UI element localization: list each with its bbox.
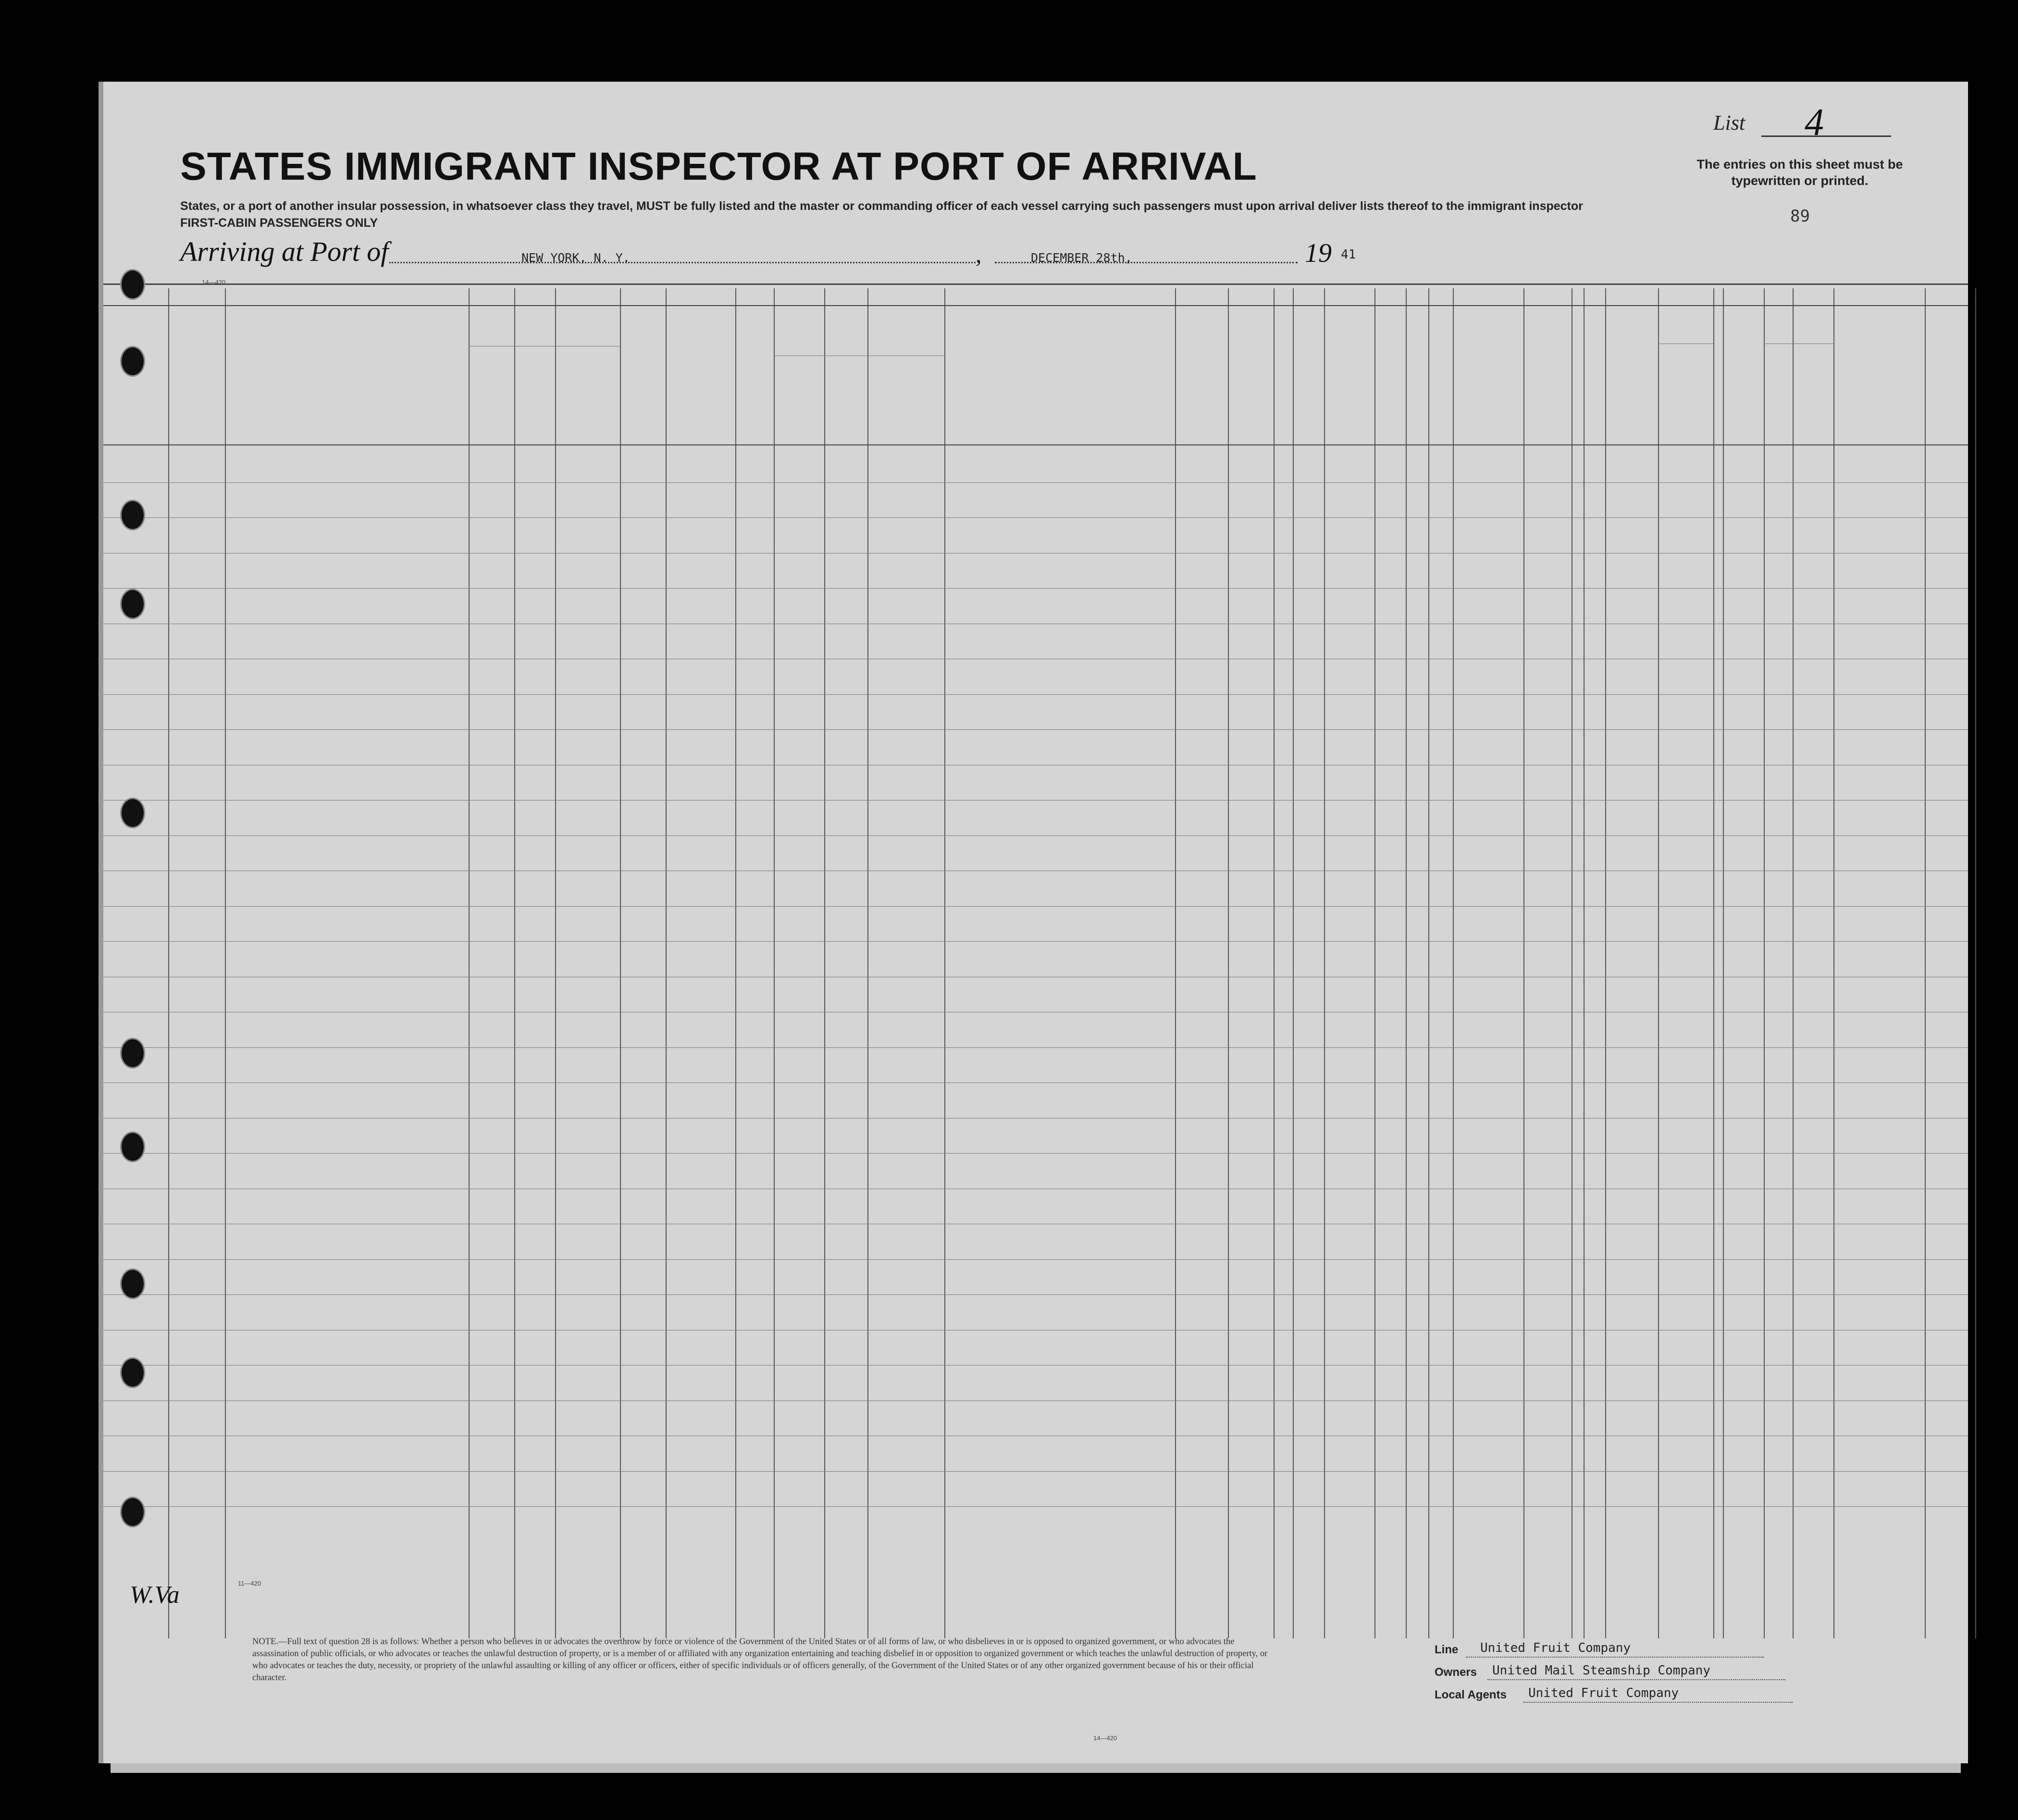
port-comma: , xyxy=(976,241,982,268)
question-28-note: NOTE.—Full text of question 28 is as follows: Whether a person who believes in or advocates the overthrow by force or violence of the Government of the United States or of all forms of law, or who disbelieves in or is opposed to organized government, or who advocates the assassination of public officials, or who advocates or teaches the unlawful destruction of property, or is a member of or affiliated with any organization entertaining and teaching disbelief in or opposition to organized government or which teaches the unlawful destruction of property, or who advocates or teaches the duty, necessity, or propriety of the unlawful assaulting or killing of any officer or officers, either of specific individuals or of officers generally, of the Government of the United States or of any other organized government because of his or their official character. xyxy=(252,1637,1268,1683)
punch-hole xyxy=(120,589,145,619)
punch-hole xyxy=(120,1038,145,1069)
purpose-sub1-header xyxy=(1180,310,1226,440)
header-rule xyxy=(103,283,1968,285)
manifest-sheet xyxy=(99,82,1968,1763)
line-label: Line xyxy=(1435,1643,1459,1656)
punch-hole xyxy=(120,1497,145,1527)
punch-hole xyxy=(120,1357,145,1388)
state-header xyxy=(517,404,550,413)
year-prefix: 19 xyxy=(1305,238,1332,268)
c29-header xyxy=(1408,310,1427,440)
list-number: 4 xyxy=(1805,101,1824,144)
table-row-line xyxy=(103,1047,1968,1048)
agents-underline xyxy=(1523,1702,1793,1703)
port-value: NEW YORK, N. Y. xyxy=(521,251,630,265)
punch-hole xyxy=(120,269,145,300)
table-row-line xyxy=(103,1506,1968,1507)
agents-label: Local Agents xyxy=(1435,1688,1507,1701)
owners-value: United Mail Steamship Company xyxy=(1492,1663,1710,1678)
deformed-header xyxy=(1574,346,1656,413)
in-usa-header xyxy=(517,351,618,372)
form-code-top: 14—420 xyxy=(202,279,226,286)
c27-header xyxy=(1359,310,1373,440)
c30-header xyxy=(1431,310,1450,440)
punch-hole xyxy=(120,1268,145,1299)
eyes-header xyxy=(1800,399,1833,408)
ticket-header xyxy=(622,310,663,440)
paid-by-header xyxy=(670,341,733,375)
final-destination-header xyxy=(471,320,615,330)
page-number: 89 xyxy=(1790,207,1810,226)
purpose-sub2-header xyxy=(1230,310,1271,440)
hair-header xyxy=(1766,399,1800,408)
list-number-line xyxy=(1761,135,1891,137)
table-row-line xyxy=(103,941,1968,942)
fifty-header xyxy=(738,310,771,440)
before-us-note xyxy=(776,344,942,352)
health-header xyxy=(1526,346,1569,413)
form-code-bottom: 14—420 xyxy=(1093,1734,1117,1742)
owners-label: Owners xyxy=(1435,1666,1477,1679)
final-destination-note xyxy=(471,331,615,339)
complexion-header xyxy=(1713,370,1764,384)
header-divider xyxy=(103,305,1968,306)
table-row-line xyxy=(103,482,1968,483)
port-line xyxy=(389,262,976,263)
table-row-line xyxy=(103,1082,1968,1083)
table-row-line xyxy=(103,1294,1968,1295)
punch-hole xyxy=(120,500,145,530)
line-value: United Fruit Company xyxy=(1480,1641,1631,1655)
cabin-class-label: FIRST-CABIN PASSENGERS ONLY xyxy=(180,216,378,230)
paid-by-note xyxy=(669,377,734,430)
c28-header xyxy=(1377,310,1406,440)
relative-header xyxy=(231,358,461,406)
year-suffix: 41 xyxy=(1341,247,1356,262)
instructions-text: States, or a port of another insular possession, in whatsoever class they travel, MUST be fully listed and the master or commanding officer of each vessel carrying such passengers must upon arrival deliver lists thereof to the immigrant inspector xyxy=(180,199,1583,213)
yes-no-header xyxy=(776,384,822,404)
form-code-left: 11—420 xyxy=(238,1580,261,1587)
where-header xyxy=(870,396,904,406)
c25-header xyxy=(1295,310,1322,440)
table-row-line xyxy=(103,694,1968,695)
owners-underline xyxy=(1487,1679,1785,1680)
table-row-line xyxy=(103,588,1968,589)
date-value: DECEMBER 28th, xyxy=(1031,251,1132,265)
table-row-line xyxy=(103,1259,1968,1260)
period-header xyxy=(827,384,865,413)
no-on-list-header xyxy=(173,365,221,404)
table-row-line xyxy=(103,1153,1968,1154)
arriving-label: Arriving at Port of xyxy=(180,236,389,267)
list-label: List xyxy=(1713,111,1746,135)
punch-hole xyxy=(120,1131,145,1162)
entries-note: The entries on this sheet must be typewritten or printed. xyxy=(1696,157,1903,188)
table-row-line xyxy=(103,729,1968,730)
handwritten-annotation: W.Va xyxy=(130,1581,180,1609)
manifest-table xyxy=(103,288,1968,1638)
before-us-header xyxy=(776,317,942,341)
city-header xyxy=(557,404,618,413)
table-row-line xyxy=(103,1118,1968,1119)
foreign-country-header xyxy=(470,358,512,425)
if-yes-header xyxy=(827,356,942,365)
departure-header xyxy=(908,384,942,413)
line-underline xyxy=(1466,1657,1764,1658)
inches-header xyxy=(1682,404,1708,413)
agents-value: United Fruit Company xyxy=(1528,1686,1679,1700)
table-row-line xyxy=(103,1471,1968,1472)
table-row-line xyxy=(103,517,1968,518)
feet-header xyxy=(1659,404,1679,413)
table-row-line xyxy=(103,906,1968,907)
punch-hole xyxy=(120,798,145,828)
page-title: STATES IMMIGRANT INSPECTOR AT PORT OF ARRIVAL xyxy=(180,145,1257,188)
purpose-sub3-header xyxy=(1276,310,1290,440)
color-header xyxy=(1766,332,1831,342)
c31-header xyxy=(1455,310,1474,440)
header-bottom xyxy=(103,444,1968,445)
marks-header xyxy=(1836,368,1922,382)
punch-hole xyxy=(120,346,145,377)
joining-header xyxy=(949,346,1170,399)
grid-line xyxy=(1975,288,1976,1638)
c26-header xyxy=(1326,310,1346,440)
height-header xyxy=(1660,332,1711,342)
